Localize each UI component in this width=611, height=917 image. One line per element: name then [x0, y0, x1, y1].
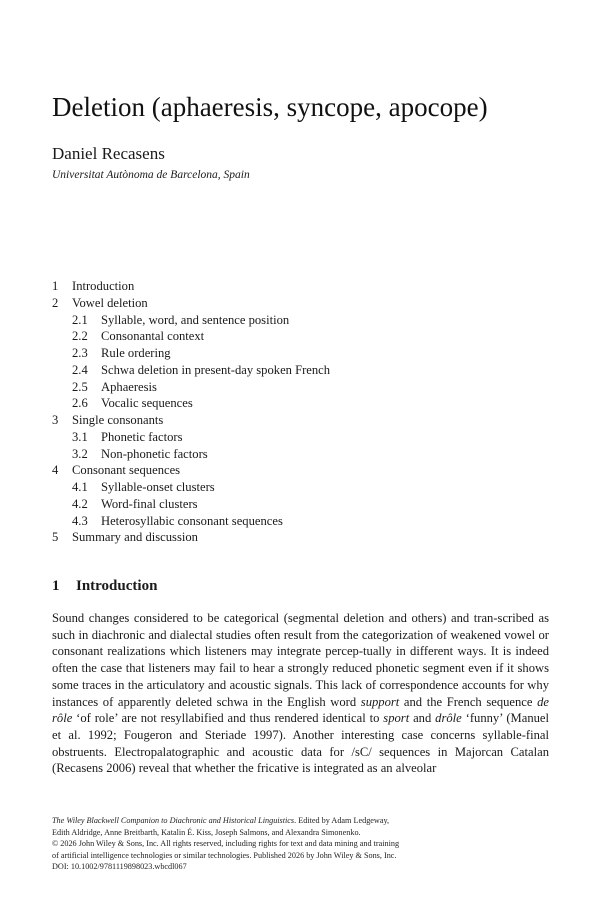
toc-entry [52, 362, 572, 379]
toc-entry-number: 2.4 [72, 362, 88, 377]
footer-book-title: The Wiley Blackwell Companion to Diachronic and Historical Linguistics [52, 816, 295, 825]
author-name: Daniel Recasens [52, 144, 165, 163]
toc-entry [52, 345, 572, 362]
toc-entry [52, 429, 572, 446]
toc-entry [52, 379, 572, 396]
toc-entry [52, 412, 572, 429]
footer-line: of artificial intelligence technologies or similar technologies. Published 2026 by John Wiley & Sons, Inc. [52, 850, 397, 860]
footer-line: Edith Aldridge, Anne Breitbarth, Katalin É. Kiss, Joseph Salmons, and Alexandra Simonenko. [52, 827, 361, 837]
body-text-run: Sound changes considered to be categorical (segmental deletion and others) and tran-scribed as such in diachronic and dialectal studies often result from the categorization of weakened vowel or consonant realizations which listeners may integrate percep-tually in different ways. It is indeed often the case that listeners may fail to hear a strongly reduced phonetic segment even if it shows some traces in the articulatory and acoustic signals. This lack of correspondence accounts for why instances of apparently deleted schwa in the English word [52, 611, 549, 709]
toc-entry [52, 513, 572, 530]
body-text-run: ‘of role’ are not resyllabified and thus rendered identical to [72, 711, 384, 726]
toc-entry-number: 3 [52, 413, 59, 427]
toc-entry-label: Aphaeresis [101, 379, 157, 394]
body-paragraph [52, 610, 549, 777]
toc-entry-number: 4.3 [72, 513, 88, 528]
body-italic-term: de rôle [52, 694, 549, 726]
article-title: Deletion (aphaeresis, syncope, apocope) [52, 92, 488, 122]
toc-entry-number: 2.5 [72, 379, 88, 394]
footer-line: © 2026 John Wiley & Sons, Inc. All rights reserved, including rights for text and data mining and training [52, 839, 400, 848]
toc-entry-number: 3.2 [72, 446, 88, 461]
toc-entry-number: 4.1 [72, 480, 88, 494]
toc-entry-label: Phonetic factors [101, 429, 183, 444]
toc-entry [52, 328, 572, 345]
toc-entry-label: Rule ordering [101, 346, 171, 360]
toc-entry-number: 5 [52, 530, 59, 545]
toc-entry-number: 2.6 [72, 396, 88, 411]
toc-entry [52, 462, 572, 479]
toc-entry [52, 529, 572, 546]
toc-entry-number: 2 [52, 295, 59, 310]
toc-entry [52, 446, 572, 463]
toc-entry [52, 479, 572, 496]
body-italic-term: sport [383, 711, 410, 726]
toc-entry [52, 496, 572, 513]
toc-entry-number: 2.1 [72, 312, 88, 327]
toc-entry [52, 312, 572, 329]
footer-line [52, 815, 552, 827]
toc-entry-label: Introduction [72, 279, 135, 293]
toc-entry-number: 1 [52, 279, 59, 293]
body-text-run: and the French sequence [399, 694, 538, 709]
toc-entry-number: 3.1 [72, 429, 88, 444]
body-italic-term: drôle [435, 711, 462, 726]
toc-entry-label: Consonantal context [101, 329, 205, 344]
toc-entry-label: Consonant sequences [72, 463, 181, 478]
table-of-contents [52, 278, 572, 546]
toc-entry-label: Single consonants [72, 413, 164, 427]
section-title: Introduction [76, 578, 158, 594]
toc-entry-label: Schwa deletion in present-day spoken French [101, 362, 331, 377]
section-heading [52, 576, 157, 596]
body-italic-term: support [360, 694, 400, 709]
toc-entry [52, 395, 572, 412]
copyright-footer [52, 815, 552, 873]
toc-entry [52, 295, 572, 312]
toc-entry [52, 278, 572, 295]
author-affiliation: Universitat Autònoma de Barcelona, Spain [52, 169, 250, 181]
toc-entry-number: 2.3 [72, 346, 88, 360]
toc-entry-label: Non-phonetic factors [101, 446, 208, 461]
toc-entry-number: 4 [52, 463, 59, 478]
toc-entry-label: Heterosyllabic consonant sequences [101, 513, 283, 528]
footer-doi: DOI: 10.1002/9781119898023.wbcdl067 [52, 862, 187, 871]
toc-entry-number: 2.2 [72, 329, 88, 344]
toc-entry-number: 4.2 [72, 496, 88, 511]
toc-entry-label: Vowel deletion [72, 295, 148, 310]
toc-entry-label: Word-final clusters [101, 496, 198, 511]
section-number: 1 [52, 578, 60, 594]
toc-entry-label: Vocalic sequences [101, 396, 193, 411]
toc-entry-label: Summary and discussion [72, 530, 198, 545]
body-text-run: and [409, 711, 436, 726]
body-text-run: ‘funny’ (Manuel et al. 1992; Fougeron and Steriade 1997). Another interesting case concerns syllable-final obstruents. Electropalatographic and acoustic data for /sC/ sequences in Majorcan Catalan (Recasens 2006) reveal that whether the fricative is integrated as an alveolar [52, 711, 550, 776]
toc-entry-label: Syllable-onset clusters [101, 480, 215, 494]
toc-entry-label: Syllable, word, and sentence position [101, 312, 290, 327]
footer-text: . Edited by Adam Ledgeway, [294, 816, 390, 825]
